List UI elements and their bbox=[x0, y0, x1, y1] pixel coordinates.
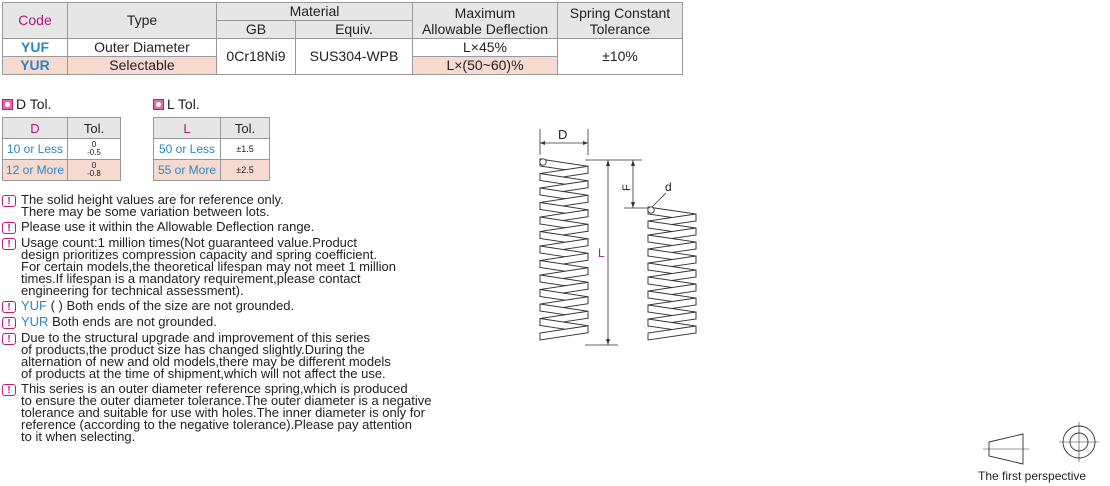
warning-icon: ! bbox=[2, 317, 16, 329]
bullet-icon bbox=[153, 99, 164, 110]
perspective-label: The first perspective bbox=[978, 469, 1087, 483]
d-tol-title bbox=[2, 96, 52, 112]
table-row bbox=[3, 160, 121, 181]
header-max-deflection-line1: Maximum bbox=[454, 4, 516, 21]
l-tol-title bbox=[153, 96, 200, 112]
type-cell: Outer Diameter bbox=[68, 39, 217, 57]
d-value-cell: 10 or Less bbox=[3, 139, 68, 160]
equiv-cell: SUS304-WPB bbox=[296, 39, 413, 75]
l-tol-header-l: L bbox=[154, 118, 221, 139]
d-tol-header-d: D bbox=[3, 118, 68, 139]
d-tol-cell bbox=[68, 139, 121, 160]
note-item bbox=[2, 300, 562, 313]
notes-list bbox=[2, 194, 562, 446]
code-cell: YUF bbox=[3, 39, 68, 57]
note-text: This series is an outer diameter reference spring,which is produced to ensure the outer diameter tolerance.The outer diameter is a negative tolerance and suitable for use with holes.The inner diameter is only for reference (according to the negative tolerance).Please pay attention to it when selecting. bbox=[21, 381, 432, 444]
arrow-icon bbox=[606, 160, 610, 166]
table-row bbox=[154, 160, 270, 181]
note-text: ( ) Both ends of the size are not grounded. bbox=[47, 298, 295, 313]
label-f: F bbox=[621, 184, 633, 191]
warning-icon: ! bbox=[2, 195, 16, 207]
l-tol-table bbox=[153, 117, 270, 181]
d-tol-title-text: D Tol. bbox=[16, 96, 52, 112]
bullet-icon bbox=[2, 99, 13, 110]
tol-upper: 0 bbox=[91, 161, 97, 170]
header-max-deflection-line2: Allowable Deflection bbox=[421, 20, 549, 37]
warning-icon: ! bbox=[2, 301, 16, 313]
l-tol-header-tol: Tol. bbox=[221, 118, 270, 139]
l-value-cell: 50 or Less bbox=[154, 139, 221, 160]
tol-upper: 0 bbox=[91, 140, 97, 149]
arrow-icon bbox=[606, 339, 610, 345]
arrow-icon bbox=[540, 141, 545, 145]
deflection-cell: L×(50~60)% bbox=[413, 57, 558, 75]
header-max-deflection bbox=[413, 3, 558, 39]
label-d-wire: d bbox=[665, 180, 672, 194]
deflection-cell: L×45% bbox=[413, 39, 558, 57]
note-item bbox=[2, 383, 562, 443]
leader-line bbox=[652, 193, 666, 207]
arrow-icon bbox=[631, 160, 635, 166]
l-tol-title-text: L Tol. bbox=[167, 96, 200, 112]
warning-icon: ! bbox=[2, 384, 16, 396]
label-d-outer: D bbox=[558, 127, 568, 142]
l-tol-cell: ±1.5 bbox=[221, 139, 270, 160]
l-value-cell: 55 or More bbox=[154, 160, 221, 181]
note-text: Usage count:1 million times(Not guaranteed value.Product design prioritizes compression capacity and spring coefficient. For certain models,the theoretical lifespan may not meet 1 million times.If lifespan is a mandatory requirement,please contact engineering for technical assessment). bbox=[21, 235, 397, 298]
spring-full-length bbox=[540, 159, 588, 340]
d-value-cell: 12 or More bbox=[3, 160, 68, 181]
note-item bbox=[2, 221, 562, 234]
l-tol-cell: ±2.5 bbox=[221, 160, 270, 181]
note-code: YUF bbox=[21, 298, 47, 313]
spring-tolerance-cell: ±10% bbox=[558, 39, 683, 75]
warning-icon: ! bbox=[2, 222, 16, 234]
note-item bbox=[2, 332, 562, 380]
wire-end bbox=[540, 159, 546, 165]
d-tol-table bbox=[2, 117, 121, 181]
gb-cell: 0Cr18Ni9 bbox=[217, 39, 296, 75]
note-code: YUR bbox=[21, 314, 49, 329]
note-item bbox=[2, 194, 562, 218]
spring-diagram bbox=[530, 125, 710, 350]
label-l: L bbox=[598, 246, 605, 260]
note-item bbox=[2, 237, 562, 297]
table-row bbox=[154, 139, 270, 160]
header-spring-constant-line2: Tolerance bbox=[589, 20, 651, 37]
arrow-icon bbox=[631, 202, 635, 208]
header-gb: GB bbox=[217, 21, 296, 39]
warning-icon: ! bbox=[2, 238, 16, 250]
header-code: Code bbox=[3, 3, 68, 39]
arrow-icon bbox=[583, 141, 588, 145]
d-tol-cell bbox=[68, 160, 121, 181]
warning-icon: ! bbox=[2, 333, 16, 345]
code-cell: YUR bbox=[3, 57, 68, 75]
spring-compressed bbox=[648, 207, 696, 340]
header-material: Material bbox=[217, 3, 413, 21]
d-tol-header-tol: Tol. bbox=[68, 118, 121, 139]
table-row bbox=[3, 39, 683, 57]
header-type: Type bbox=[68, 3, 217, 39]
note-text: Due to the structural upgrade and improvement of this series of products,the product size has changed slightly.During the alternation of new and old models,there may be different models of products at the time of shipment,which will not affect the use. bbox=[21, 330, 391, 381]
tol-lower: -0.5 bbox=[87, 148, 101, 157]
note-text: Please use it within the Allowable Deflection range. bbox=[21, 219, 315, 234]
table-row bbox=[3, 139, 121, 160]
note-item bbox=[2, 316, 562, 329]
note-text: The solid height values are for reference only. There may be some variation between lots. bbox=[21, 192, 284, 219]
tol-lower: -0.8 bbox=[87, 169, 101, 178]
header-spring-constant-line1: Spring Constant bbox=[569, 4, 671, 21]
note-text: Both ends are not grounded. bbox=[48, 314, 217, 329]
spec-table bbox=[2, 2, 683, 75]
header-spring-constant bbox=[558, 3, 683, 39]
header-equiv: Equiv. bbox=[296, 21, 413, 39]
wire-end bbox=[648, 207, 654, 213]
type-cell: Selectable bbox=[68, 57, 217, 75]
